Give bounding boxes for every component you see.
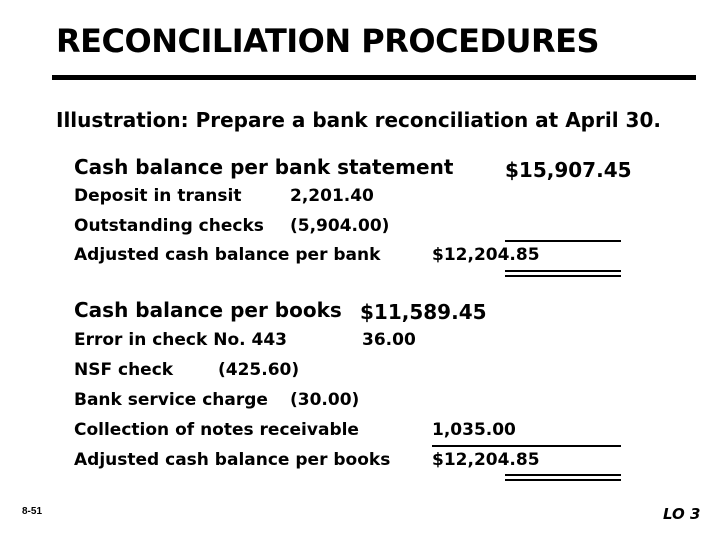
bank-heading-label: Cash balance per bank statement — [74, 155, 454, 179]
slide-title: RECONCILIATION PROCEDURES — [56, 22, 600, 60]
service-charge-amount: (30.00) — [290, 390, 360, 410]
books-double-rule-bottom — [505, 479, 621, 481]
page-number: 8-51 — [22, 506, 43, 517]
bank-double-rule-top — [505, 270, 621, 272]
bank-heading-amount: $15,907.45 — [505, 158, 632, 182]
nsf-check-amount: (425.60) — [218, 360, 300, 380]
adjusted-bank-label: Adjusted cash balance per bank — [74, 245, 381, 265]
notes-collection-amount: 1,035.00 — [432, 420, 516, 440]
books-double-rule-top — [505, 474, 621, 476]
books-heading-label: Cash balance per books — [74, 298, 342, 322]
deposit-in-transit-label: Deposit in transit — [74, 186, 242, 206]
outstanding-checks-amount: (5,904.00) — [290, 216, 390, 236]
books-heading-amount: $11,589.45 — [360, 300, 487, 324]
error-check-label: Error in check No. 443 — [74, 330, 287, 350]
error-check-amount: 36.00 — [362, 330, 416, 350]
adjusted-books-label: Adjusted cash balance per books — [74, 450, 391, 470]
bank-subtotal-rule — [505, 240, 621, 242]
adjusted-books-amount: $12,204.85 — [432, 450, 540, 470]
service-charge-label: Bank service charge — [74, 390, 268, 410]
title-divider — [52, 75, 696, 80]
learning-objective: LO 3 — [663, 505, 701, 523]
notes-collection-label: Collection of notes receivable — [74, 420, 359, 440]
deposit-in-transit-amount: 2,201.40 — [290, 186, 374, 206]
adjusted-bank-amount: $12,204.85 — [432, 245, 540, 265]
books-subtotal-rule — [432, 445, 621, 447]
outstanding-checks-label: Outstanding checks — [74, 216, 264, 236]
illustration-text: Illustration: Prepare a bank reconciliation at April 30. — [56, 108, 661, 132]
nsf-check-label: NSF check — [74, 360, 174, 380]
bank-double-rule-bottom — [505, 275, 621, 277]
